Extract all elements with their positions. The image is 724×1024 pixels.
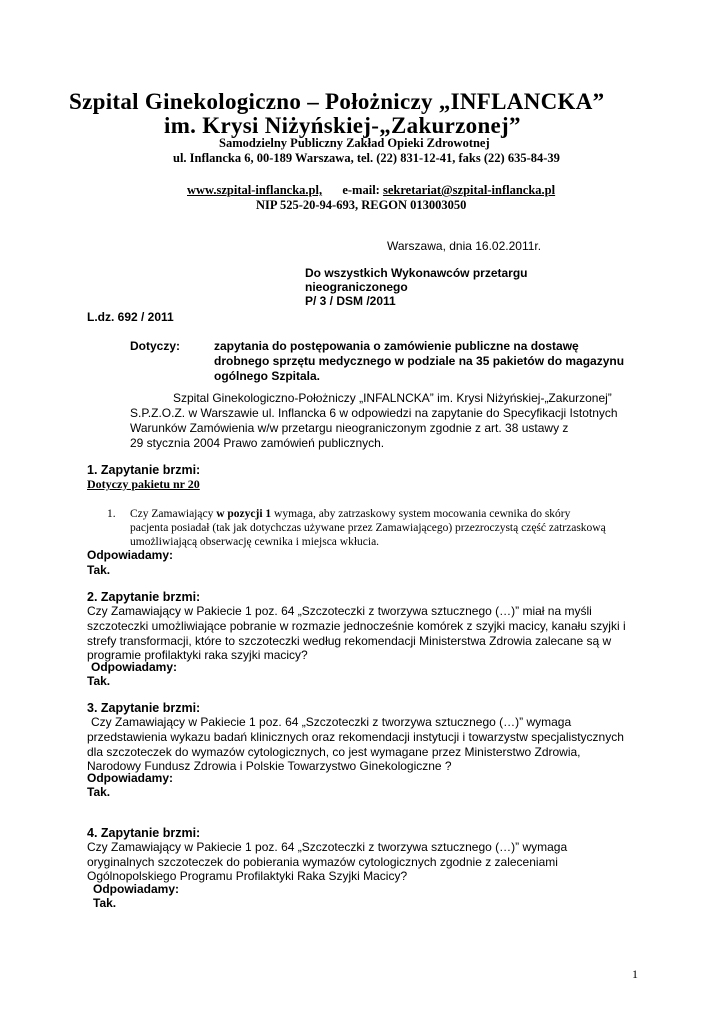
subject-line1: zapytania do postępowania o zamówienie publiczne na dostawę [214, 339, 579, 353]
question-2-line1: Czy Zamawiający w Pakiecie 1 poz. 64 „Szczoteczki z tworzywa sztucznego (…)” miał na myśli [87, 604, 592, 618]
question-2-line3: strefy transformacji, które to szczoteczki według rekomendacji Ministerstwa Zdrowia zalecane są w [87, 634, 612, 648]
question-3-answer: Tak. [87, 785, 111, 799]
question-2-answer-label: Odpowiadamy: [91, 660, 178, 674]
question-4-line1: Czy Zamawiający w Pakiecie 1 poz. 64 „Szczoteczki z tworzywa sztucznego (…)” wymaga [87, 840, 568, 854]
letter-date: Warszawa, dnia 16.02.2011r. [387, 239, 542, 253]
question-3-line1: Czy Zamawiający w Pakiecie 1 poz. 64 „Szczoteczki z tworzywa sztucznego (…)” wymaga [91, 715, 572, 729]
hospital-subtitle: Samodzielny Publiczny Zakład Opieki Zdrowotnej [219, 136, 490, 150]
question-4-answer-label: Odpowiadamy: [93, 882, 180, 896]
subject-line3: ogólnego Szpitala. [214, 369, 321, 383]
question-2-heading: 2. Zapytanie brzmi: [87, 590, 201, 604]
question-1-package: Dotyczy pakietu nr 20 [87, 477, 200, 491]
question-3-line4: Narodowy Fundusz Zdrowia i Polskie Towarzystwo Ginekologiczne ? [87, 759, 452, 773]
question-2-line2: szczoteczki umożliwiające pobranie w rozmazie jednocześnie komórek z szyjki macicy, kanału szyjki i [87, 619, 626, 633]
email-link[interactable]: sekretariat@szpital-inflancka.pl [382, 183, 556, 197]
question-2-answer: Tak. [87, 674, 111, 688]
question-1-text-prefix: Czy Zamawiający [130, 508, 217, 520]
question-3-line2: przedstawienia wykazu badań klinicznych oraz rekomendacji instytucji i towarzystw specjalistycznych [87, 730, 624, 744]
page-number: 1 [632, 967, 638, 981]
question-1-line3: umożliwiającą obserwację cewnika i miejsca wkłucia. [130, 536, 380, 548]
recipient-line3: P/ 3 / DSM /2011 [305, 294, 396, 308]
question-1-line2: pacjenta posiadał (tak jak dotychczas używane przez Zamawiającego) przezroczystą część zatrzaskową [130, 522, 606, 534]
question-1-heading: 1. Zapytanie brzmi: [87, 463, 201, 477]
subject-label: Dotyczy: [130, 339, 181, 353]
email-label: e-mail: [342, 183, 380, 197]
question-1-line1 [130, 508, 570, 520]
question-3-answer-label: Odpowiadamy: [87, 771, 174, 785]
nip-regon: NIP 525-20-94-693, REGON 013003050 [256, 198, 467, 212]
question-4-line3: Ogólnopolskiego Programu Profilaktyki Raka Szyjki Macicy? [87, 869, 408, 883]
website-text[interactable]: www.szpital-inflancka.pl, [187, 183, 323, 197]
question-3-heading: 3. Zapytanie brzmi: [87, 701, 201, 715]
question-4-heading: 4. Zapytanie brzmi: [87, 826, 201, 840]
question-1-item-number: 1. [107, 508, 116, 520]
intro-line1: Szpital Ginekologiczno-Położniczy „INFALNCKA” im. Krysi Niżyńskiej-„Zakurzonej” [173, 391, 612, 405]
hospital-name-line1: Szpital Ginekologiczno – Położniczy „INFLANCKA” [69, 89, 605, 114]
recipient-line2: nieograniczonego [305, 280, 408, 294]
question-4-answer: Tak. [93, 896, 117, 910]
intro-line3: Warunków Zamówienia w/w przetargu nieograniczonym zgodnie z art. 38 ustawy z [130, 421, 569, 435]
intro-line4: 29 stycznia 2004 Prawo zamówień publicznych. [130, 436, 385, 450]
question-1-text-bold: w pozycji 1 [216, 508, 272, 520]
question-4-line2: oryginalnych szczoteczek do pobierania wymazów cytologicznych zgodnie z zaleceniami [87, 855, 558, 869]
question-1-answer-label: Odpowiadamy: [87, 548, 174, 562]
question-3-line3: dla szczoteczek do wymazów cytologicznych, co jest wymagane przez Ministerstwo Zdrowia, [87, 745, 581, 759]
subject-line2: drobnego sprzętu medycznego w podziale na 35 pakietów do magazynu [214, 354, 625, 368]
question-1-text-rest: wymaga, aby zatrzaskowy system mocowania cewnika do skóry [271, 508, 571, 520]
question-1-answer: Tak. [87, 563, 111, 577]
question-2-line4: programie profilaktyki raka szyjki macicy? [87, 648, 308, 662]
website-link[interactable] [187, 183, 555, 198]
hospital-name-line2: im. Krysi Niżyńskiej-„Zakurzonej” [164, 113, 521, 138]
recipient-line1: Do wszystkich Wykonawców przetargu [305, 266, 528, 280]
intro-line2: S.P.Z.O.Z. w Warszawie ul. Inflancka 6 w odpowiedzi na zapytanie do Specyfikacji Istotnych [130, 406, 618, 420]
ldz-number: L.dz. 692 / 2011 [87, 310, 174, 324]
hospital-address: ul. Inflancka 6, 00-189 Warszawa, tel. (22) 831-12-41, faks (22) 635-84-39 [173, 151, 560, 165]
